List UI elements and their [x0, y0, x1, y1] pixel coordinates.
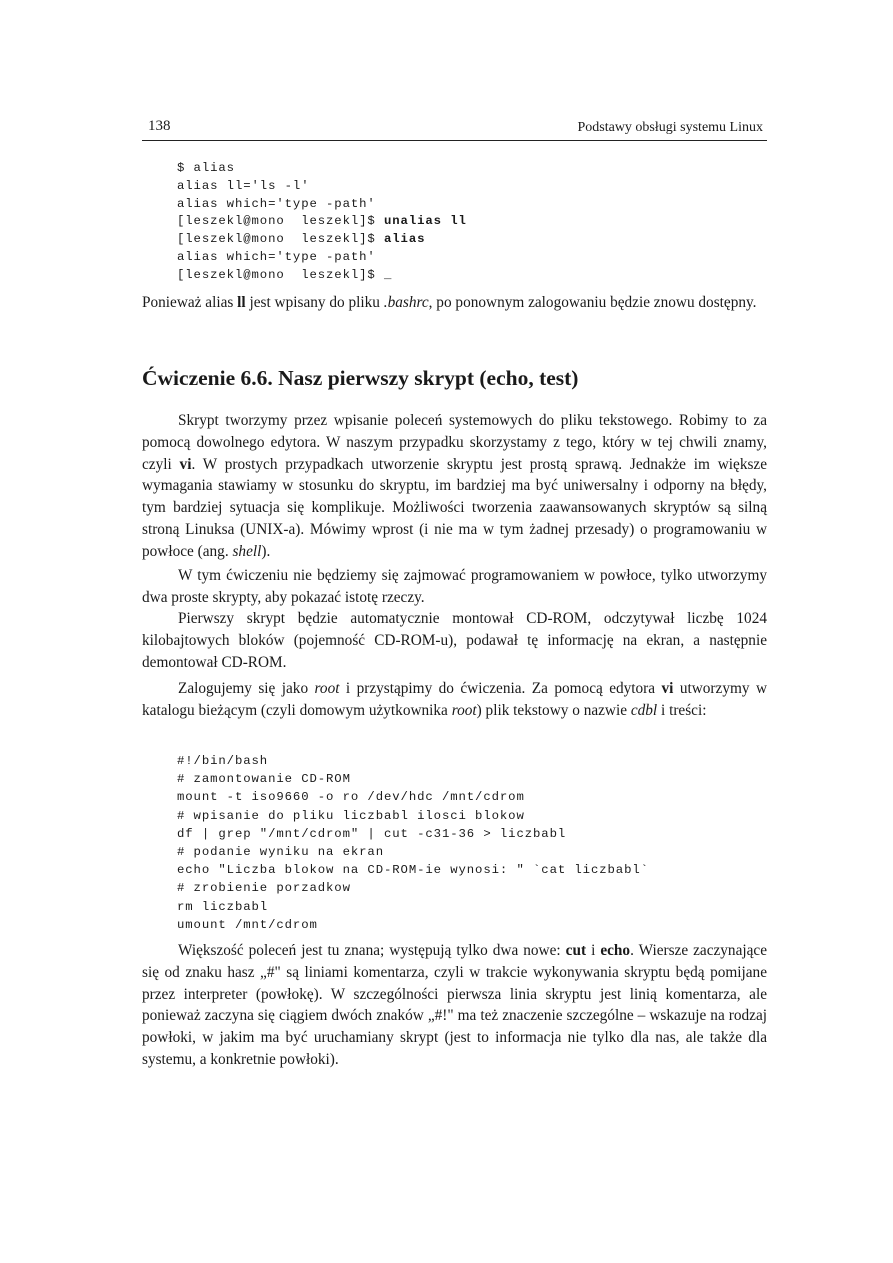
terminal-session-code-block — [177, 160, 467, 285]
code-line: mount -t iso9660 -o ro /dev/hdc /mnt/cdrom — [177, 790, 525, 805]
code-line-command: alias — [383, 232, 426, 247]
section-heading: Ćwiczenie 6.6. Nasz pierwszy skrypt (echo, test) — [142, 366, 579, 390]
code-line: # zrobienie porzadkow — [177, 881, 351, 896]
code-line: df | grep "/mnt/cdrom" | cut -c31-36 > liczbabl — [177, 826, 567, 841]
script-code-block — [177, 752, 649, 934]
code-line: umount /mnt/cdrom — [177, 917, 318, 932]
page-number: 138 — [148, 118, 171, 134]
running-title: Podstawy obsługi systemu Linux — [577, 120, 763, 135]
code-line: rm liczbabl — [177, 899, 269, 914]
paragraph-login-instructions: Zalogujemy się jako root i przystąpimy do ćwiczenia. Za pomocą edytora vi utworzymy w katalogu bieżącym (czyli domowym użytkownika root) plik tekstowy o nazwie cdbl i treści: — [142, 680, 767, 719]
code-line: $ alias — [177, 161, 235, 175]
code-line: alias which='type -path' — [177, 249, 376, 264]
page-header — [142, 118, 767, 141]
code-line-command: unalias ll — [383, 214, 467, 229]
code-line: # wpisanie do pliku liczbabl ilosci blokow — [177, 808, 525, 823]
code-line: alias which='type -path' — [177, 196, 376, 211]
code-line: # zamontowanie CD-ROM — [177, 772, 351, 787]
paragraph-script-explanation: Większość poleceń jest tu znana; występują tylko dwa nowe: cut i echo. Wiersze zaczynające się od znaku hasz „#" są liniami komentarza, czyli w trakcie wykonywania skryptu będą pomijane przez interpreter (powłokę). W szczególności pierwsza linia skryptu jest linią komentarza, ale ponieważ zaczyna się ciągiem dwóch znaków „#!" ma też znaczenie szczególne – wskazuje na rodzaj powłoki, w jakim ma być uruchamiany skrypt (jest to informacja nie tylko dla nas, ale także dla systemu, a konkretnie powłoki). — [142, 942, 767, 1068]
code-line-prompt: [leszekl@mono leszekl]$ — [177, 214, 384, 229]
code-line-prompt: [leszekl@mono leszekl]$ — [177, 232, 384, 247]
code-line: alias ll='ls -l' — [177, 178, 310, 193]
paragraph-exercise-scope: W tym ćwiczeniu nie będziemy się zajmować programowaniem w powłoce, tylko utworzymy dwa proste skrypty, aby pokazać istotę rzeczy. — [142, 567, 767, 606]
paragraph-scripts-intro: Skrypt tworzymy przez wpisanie poleceń systemowych do pliku tekstowego. Robimy to za pomocą dowolnego edytora. W naszym przypadku skorzystamy z tego, który w tej chwili znamy, czyli vi. W prostych przypadkach utworzenie skryptu jest prostą sprawą. Jednakże im większe wymagania stawiamy w stosunku do skryptu, im bardziej ma być uniwersalny i odporny na błędy, tym bardziej sytuacja się komplikuje. Możliwości tworzenia zaawansowanych skryptów są silną stroną Linuksa (UNIX-a). Mówimy wprost (i nie ma w tym żadnej przesady) o programowaniu w powłoce (ang. shell). — [142, 412, 767, 560]
paragraph-alias-note: Ponieważ alias ll jest wpisany do pliku .bashrc, po ponownym zalogowaniu będzie znowu dostępny. — [142, 294, 757, 311]
code-line: echo "Liczba blokow na CD-ROM-ie wynosi: " `cat liczbabl` — [177, 863, 649, 878]
code-line: [leszekl@mono leszekl]$ _ — [177, 267, 393, 282]
code-line: # podanie wyniku na ekran — [177, 845, 384, 860]
paragraph-first-script: Pierwszy skrypt będzie automatycznie montował CD-ROM, odczytywał liczbę 1024 kilobajtowych bloków (pojemność CD-ROM-u), podawał tę informację na ekran, a następnie demontował CD-ROM. — [142, 610, 767, 671]
code-line: #!/bin/bash — [177, 754, 269, 768]
